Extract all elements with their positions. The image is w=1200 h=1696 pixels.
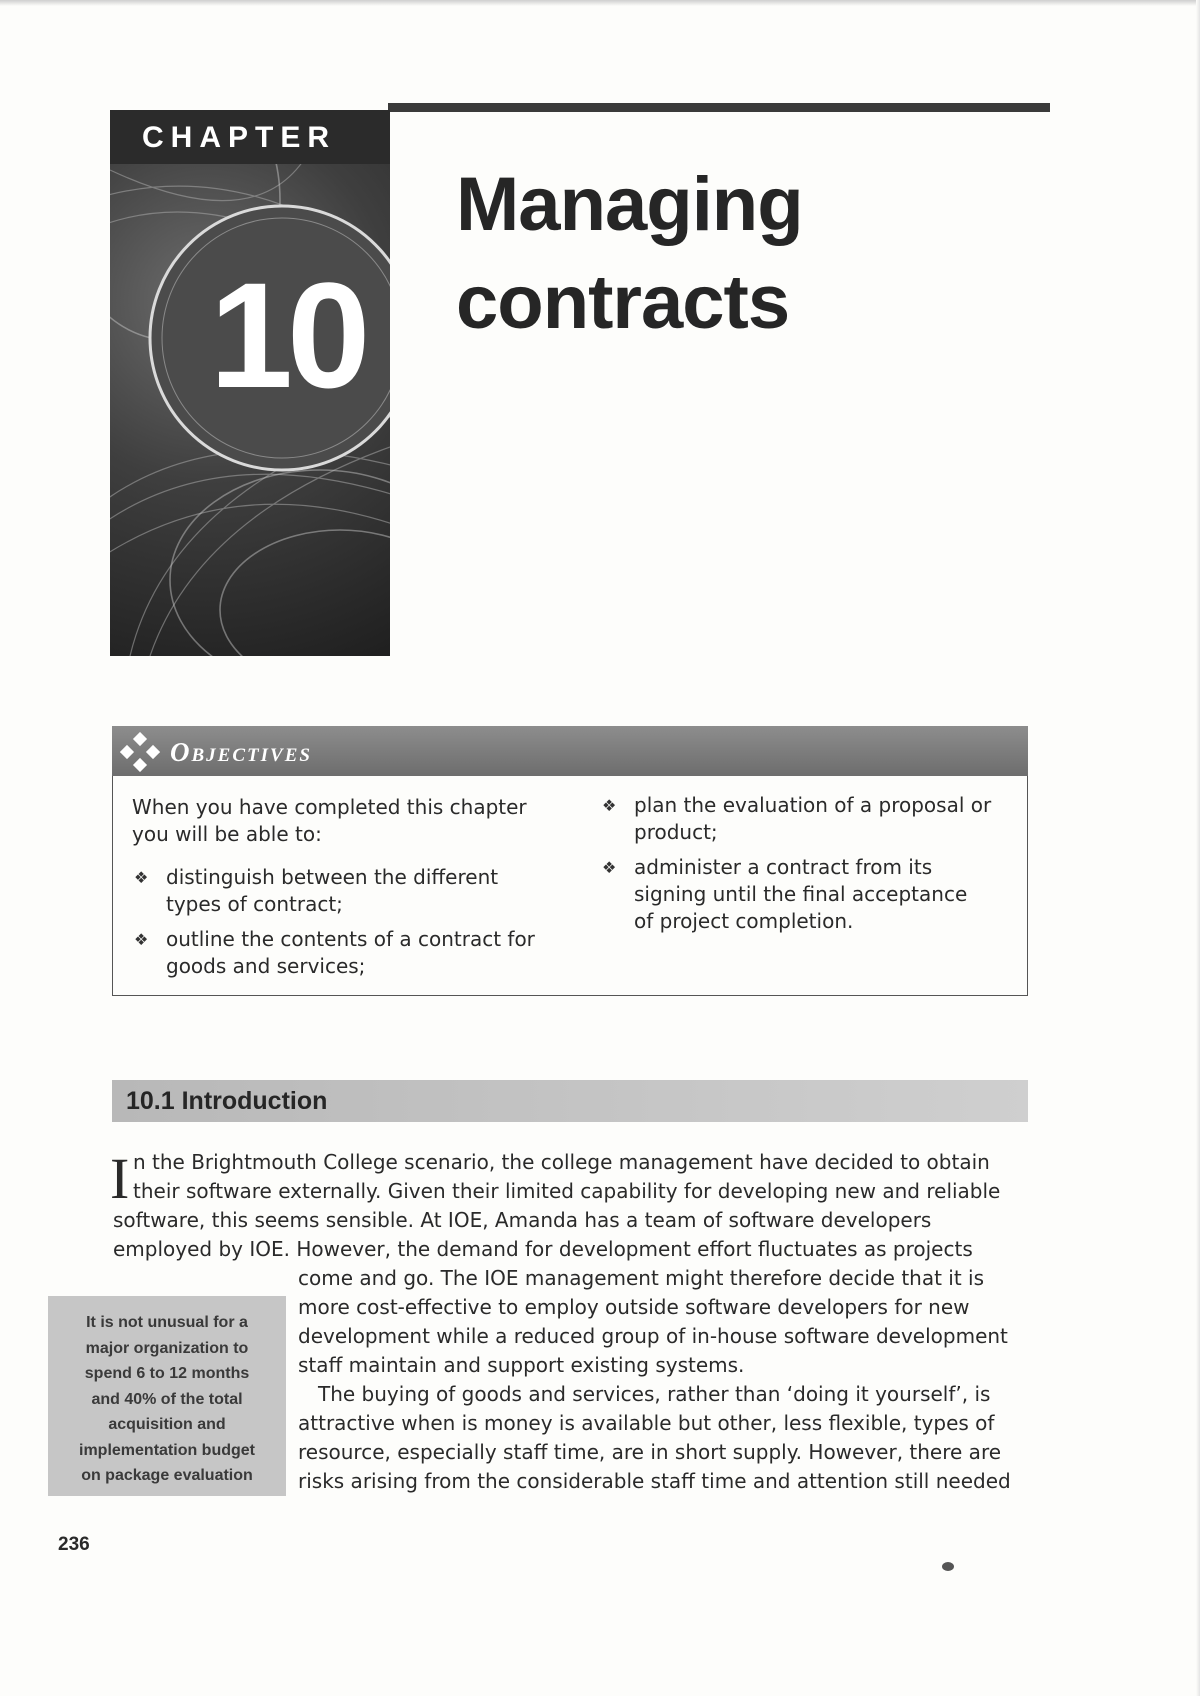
body-line: n the Brightmouth College scenario, the college management have decided to obtain bbox=[133, 1150, 990, 1174]
diamond-cluster-icon bbox=[120, 732, 160, 772]
margin-note-line: It is not unusual for a bbox=[86, 1314, 248, 1331]
bullet-diamond-icon: ❖ bbox=[602, 858, 617, 877]
bullet-diamond-icon: ❖ bbox=[134, 930, 149, 949]
objective-line: types of contract; bbox=[166, 892, 343, 916]
chapter-number: 10 bbox=[209, 251, 365, 419]
margin-note-text bbox=[56, 1310, 278, 1489]
body-line: more cost-effective to employ outside software developers for new bbox=[298, 1295, 970, 1319]
chapter-title-line: contracts bbox=[456, 260, 790, 345]
bullet-diamond-icon: ❖ bbox=[602, 796, 617, 815]
chapter-title-line: Managing bbox=[456, 162, 803, 247]
margin-note-line: on package evaluation bbox=[81, 1467, 253, 1484]
chapter-title bbox=[456, 156, 1016, 352]
objective-line: signing until the final acceptance bbox=[634, 882, 968, 906]
body-line: attractive when is money is available but other, less flexible, types of bbox=[298, 1411, 995, 1435]
body-line: employed by IOE. However, the demand for development effort fluctuates as projects bbox=[113, 1237, 973, 1261]
objective-line: administer a contract from its bbox=[634, 855, 933, 879]
body-line: resource, especially staff time, are in short supply. However, there are bbox=[298, 1440, 1002, 1464]
margin-note-line: implementation budget bbox=[79, 1441, 255, 1459]
body-line: staff maintain and support existing systems. bbox=[298, 1353, 745, 1377]
body-line: development while a reduced group of in-house software development bbox=[298, 1324, 1008, 1348]
objective-line: goods and services; bbox=[166, 954, 366, 978]
body-line: software, this seems sensible. At IOE, Amanda has a team of software developers bbox=[113, 1208, 932, 1232]
body-line: risks arising from the considerable staff time and attention still needed bbox=[298, 1469, 1011, 1493]
scan-edge-top bbox=[0, 0, 1200, 6]
margin-note-line: major organization to bbox=[85, 1339, 249, 1357]
objective-line: outline the contents of a contract for bbox=[166, 927, 535, 951]
scan-speck bbox=[942, 1562, 954, 1571]
margin-note-line: and 40% of the total bbox=[91, 1390, 243, 1408]
section-heading: 10.1 Introduction bbox=[126, 1087, 328, 1115]
objectives-intro bbox=[132, 794, 552, 848]
chapter-label: CHAPTER bbox=[142, 121, 337, 154]
objectives-title: Objectives bbox=[170, 737, 312, 767]
objective-line: product; bbox=[634, 820, 718, 844]
scan-edge-right bbox=[1196, 0, 1200, 1696]
page-number: 236 bbox=[58, 1534, 90, 1555]
objectives-intro-line: When you have completed this chapter bbox=[132, 795, 527, 819]
body-line: The buying of goods and services, rather than ‘doing it yourself’, is bbox=[318, 1382, 991, 1406]
header-rule bbox=[388, 103, 1050, 112]
objectives-intro-line: you will be able to: bbox=[132, 822, 322, 846]
drop-cap: I bbox=[110, 1146, 130, 1211]
objective-line: distinguish between the different bbox=[166, 865, 499, 889]
margin-note-line: acquisition and bbox=[108, 1416, 226, 1433]
margin-note-line: spend 6 to 12 months bbox=[84, 1365, 250, 1382]
body-line: their software externally. Given their limited capability for developing new and reliable bbox=[133, 1179, 1001, 1203]
objective-line: of project completion. bbox=[634, 909, 854, 933]
bullet-diamond-icon: ❖ bbox=[134, 868, 149, 887]
body-line: come and go. The IOE management might therefore decide that it is bbox=[298, 1266, 985, 1290]
objective-line: plan the evaluation of a proposal or bbox=[634, 793, 992, 817]
